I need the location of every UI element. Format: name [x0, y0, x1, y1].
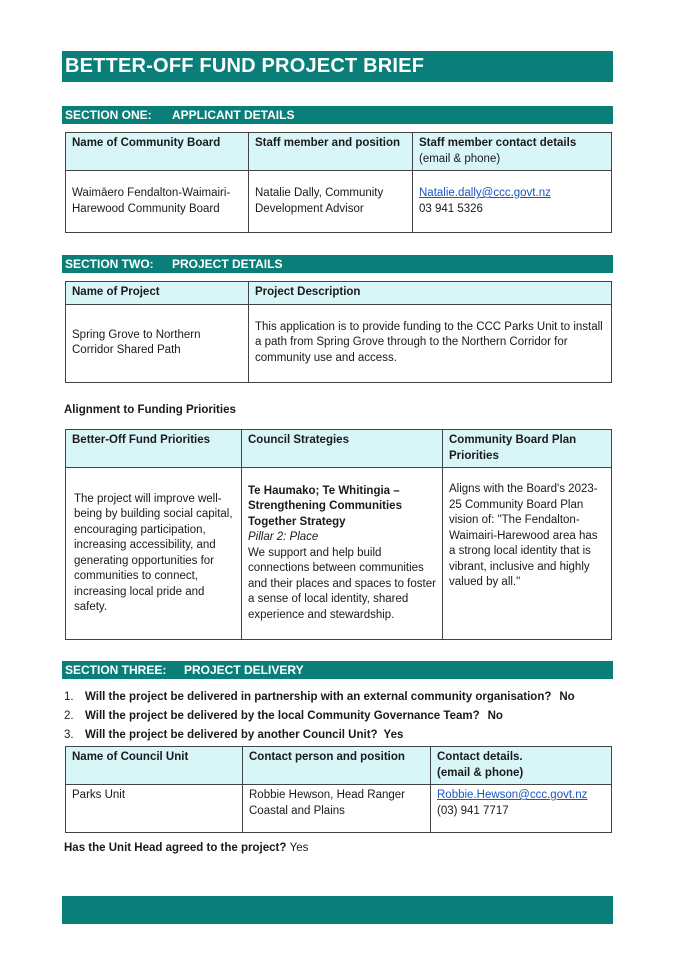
header-community-board: Name of Community Board — [66, 133, 249, 171]
footer-bar — [62, 896, 613, 924]
section-two-name: PROJECT DETAILS — [172, 257, 283, 271]
project-description: This application is to provide funding to the CCC Parks Unit to install a path from Spring Grove through to the Northern Corridor for community use and access. — [249, 304, 612, 382]
header-contact-details: Staff member contact details (email & phone) — [413, 133, 612, 171]
staff-contact-cell — [413, 171, 612, 233]
section-one-header — [62, 106, 613, 124]
section-two-number: SECTION TWO: — [65, 257, 154, 271]
alignment-table — [65, 429, 612, 640]
header-staff-member: Staff member and position — [249, 133, 413, 171]
page-title: BETTER-OFF FUND PROJECT BRIEF — [62, 51, 613, 82]
staff-member-position: Natalie Dally, Community Development Advisor — [249, 171, 413, 233]
delivery-questions — [64, 688, 575, 745]
question-item: 1. Will the project be delivered in partnership with an external community organisation? No — [64, 691, 575, 703]
community-board-name: Waimāero Fendalton-Waimairi-Harewood Community Board — [66, 171, 249, 233]
section-two-header — [62, 255, 613, 273]
header-project-name: Name of Project — [66, 282, 249, 305]
section-three-number: SECTION THREE: — [65, 663, 167, 677]
question-item: 2. Will the project be delivered by the local Community Governance Team? No — [64, 710, 503, 722]
strategy-pillar: Pillar 2: Place — [248, 531, 319, 544]
council-unit-name: Parks Unit — [66, 785, 243, 833]
staff-phone: 03 941 5326 — [419, 202, 483, 215]
strategy-text: We support and help build connections between communities and their places and spaces to foster a sense of local identity, shared experience and stewardship. — [248, 546, 436, 621]
strategy-title: Te Haumako; Te Whitingia – Strengthening Communities Together Strategy — [248, 484, 402, 528]
header-project-description: Project Description — [249, 282, 612, 305]
unit-phone: (03) 941 7717 — [437, 804, 509, 817]
unit-head-agreed: Has the Unit Head agreed to the project? Yes — [64, 842, 309, 854]
header-council-strategies: Council Strategies — [242, 430, 443, 468]
fund-priorities-text: The project will improve well-being by building social capital, encouraging participation, increasing accessibility, and generating opportunities for communities to connect, increasing local pride and safety. — [66, 468, 242, 640]
section-three-name: PROJECT DELIVERY — [184, 663, 304, 677]
board-plan-text: Aligns with the Board's 2023-25 Community Board Plan vision of: "The Fendalton-Waimairi-Harewood area has a strong local identity that is vibrant, inclusive and highly valued by all." — [443, 468, 612, 640]
project-name: Spring Grove to Northern Corridor Shared Path — [66, 304, 249, 382]
council-strategies-cell — [242, 468, 443, 640]
header-unit-contact-details: Contact details. (email & phone) — [431, 747, 612, 785]
header-contact-person: Contact person and position — [243, 747, 431, 785]
unit-email-link[interactable]: Robbie.Hewson@ccc.govt.nz — [437, 789, 588, 801]
section-one-number: SECTION ONE: — [65, 108, 152, 122]
applicant-details-table — [65, 132, 612, 233]
question-item: 3. Will the project be delivered by another Council Unit? Yes — [64, 729, 404, 741]
alignment-label: Alignment to Funding Priorities — [64, 404, 236, 416]
project-details-table — [65, 281, 612, 383]
header-fund-priorities: Better-Off Fund Priorities — [66, 430, 242, 468]
header-board-plan-priorities: Community Board Plan Priorities — [443, 430, 612, 468]
council-unit-table — [65, 746, 612, 833]
section-three-header — [62, 661, 613, 679]
unit-head-agreed-value: Yes — [289, 842, 309, 854]
header-council-unit: Name of Council Unit — [66, 747, 243, 785]
section-one-name: APPLICANT DETAILS — [172, 108, 295, 122]
unit-contact-cell — [431, 785, 612, 833]
staff-email-link[interactable]: Natalie.dally@ccc.govt.nz — [419, 187, 551, 199]
contact-person: Robbie Hewson, Head Ranger Coastal and Plains — [243, 785, 431, 833]
